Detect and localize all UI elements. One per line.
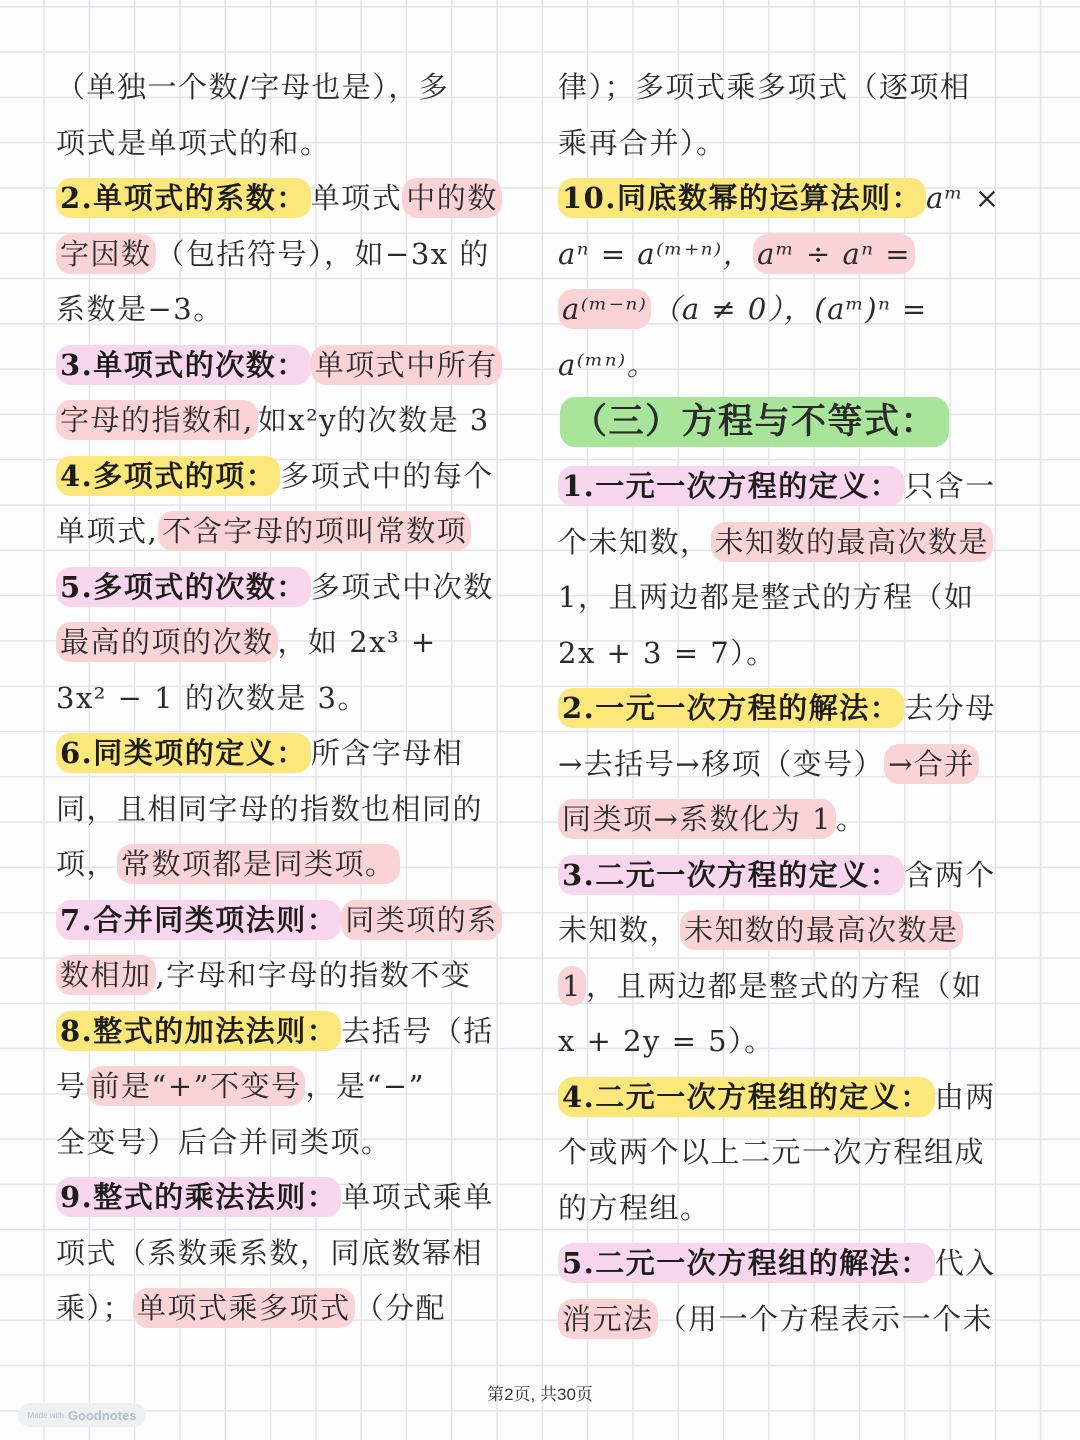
text-line [56,782,526,838]
text-span: 项式是单项式的和。 [56,125,331,160]
highlight-span: 字因数 [56,234,156,274]
text-line [558,116,1028,172]
left-column [56,60,526,1337]
text-span: 3x² − 1 的次数是 3。 [56,680,369,715]
text-line [558,737,1028,793]
text-span: （单独一个数/字母也是），多 [56,70,450,104]
text-line [558,1181,1028,1237]
highlight-span: 数相加 [56,955,156,995]
text-line [56,393,526,449]
eq-item-2-title: 2.一元一次方程的解法： [558,688,904,728]
eq-item-5 [558,1236,1028,1292]
item-2-title: 2.单项式的系数： [56,178,311,218]
item-4-title: 4.多项式的项： [56,456,280,496]
text-span: 。 [835,802,867,836]
formula-line [558,282,1028,338]
text-span: 单项式, [56,514,159,548]
text-line [56,1059,526,1115]
text-span: 所含字母相 [310,736,464,770]
text-line [558,60,1028,116]
watermark-small-text: Made with [27,1410,64,1420]
text-span: ,字母和字母的指数不变 [155,958,472,992]
item-8-title: 8.整式的加法法则： [56,1011,341,1051]
section-heading-row [558,393,1028,459]
text-span: 由两 [934,1079,996,1114]
text-line [56,227,526,283]
highlight-span: →合并 [884,744,979,784]
highlight-span: 中的数 [402,178,502,218]
text-line [558,1292,1028,1348]
text-span: 的方程组。 [558,1190,711,1225]
item-10 [558,171,1028,227]
text-line [558,959,1028,1015]
text-span: →去括号→移项（变号） [558,746,885,781]
text-span: 项， [56,847,118,881]
text-span: 去分母 [904,691,996,725]
formula-line [558,227,1028,283]
text-span: （用一个方程表示一个未 [657,1301,994,1336]
item-3-title: 3.单项式的次数： [56,345,311,385]
watermark-brand: Goodnotes [67,1407,137,1423]
highlight-span: 未知数的最高次数是 [680,910,963,950]
text-span: 代入 [934,1246,996,1280]
formula-span: aⁿ = a⁽ᵐ⁺ⁿ⁾， [558,236,754,271]
text-line [56,948,526,1004]
text-span: 2x + 3 = 7）。 [558,635,777,670]
item-10-title: 10.同底数幂的运算法则： [558,178,926,218]
highlight-span: 同类项的系 [341,900,502,940]
highlight-span: 1 [558,966,586,1006]
text-span: 单项式 [310,181,403,215]
text-line [56,116,526,172]
item-5 [56,560,526,616]
eq-item-2 [558,681,1028,737]
item-9 [56,1170,526,1226]
highlight-span: 单项式中所有 [311,345,502,385]
text-span: （分配 [354,1291,447,1325]
text-line [558,903,1028,959]
text-span: 个未知数， [558,524,711,559]
text-line [56,1281,526,1337]
text-span: 乘再合并）。 [558,125,727,160]
text-line [56,282,526,338]
highlight-span: 未知数的最高次数是 [711,522,994,562]
eq-item-1 [558,459,1028,515]
item-7 [56,893,526,949]
eq-item-4-title: 4.二元一次方程组的定义： [558,1077,935,1117]
text-span: ，且两边都是整式的方程（如 [585,968,983,1003]
eq-item-4 [558,1070,1028,1126]
text-line [56,60,526,116]
formula-line [558,338,1028,394]
text-span: 号 [56,1069,87,1103]
text-span: 含两个 [904,857,996,892]
text-span: 系数是−3。 [56,292,224,326]
text-span: 只含一 [904,469,996,503]
text-line [558,515,1028,571]
text-span: ，如 2x³ + [277,625,437,659]
text-span: 多项式中次数 [310,569,494,604]
item-3 [56,338,526,394]
item-8 [56,1004,526,1060]
highlight-span: 不含字母的项叫常数项 [158,511,471,551]
text-span: x + 2y = 5）。 [558,1024,775,1058]
text-line [558,570,1028,626]
text-span: 多项式中的每个 [280,458,494,493]
item-6-title: 6.同类项的定义： [56,733,311,773]
formula-span: a⁽ᵐⁿ⁾。 [558,347,658,382]
text-span: （包括符号），如−3x 的 [155,236,490,271]
item-7-title: 7.合并同类项法则： [56,900,341,940]
text-span: 去括号（括 [341,1013,494,1048]
item-5-title: 5.多项式的次数： [56,567,311,607]
text-line [558,626,1028,682]
highlight-span: 前是“+”不变号 [87,1066,306,1106]
text-line [558,792,1028,848]
text-span: 单项式乘单 [341,1180,494,1214]
highlight-span: 常数项都是同类项。 [117,844,400,884]
formula-span: aᵐ × [925,181,1001,215]
formula-span: （a ≠ 0），(aᵐ)ⁿ = [651,292,928,326]
right-column [558,60,1028,1347]
eq-item-3-title: 3.二元一次方程的定义： [558,855,904,895]
text-line [558,1014,1028,1070]
highlight-span: 同类项→系数化为 1 [558,799,836,839]
text-span: 同，且相同字母的指数也相同的 [56,791,484,826]
text-line [56,615,526,671]
text-line [56,837,526,893]
highlight-span: 单项式乘多项式 [133,1288,355,1328]
text-span: 如x²y的次数是 3 [257,403,490,437]
highlight-formula: a⁽ᵐ⁻ⁿ⁾ [558,289,651,329]
item-9-title: 9.整式的乘法法则： [56,1177,341,1217]
eq-item-5-title: 5.二元一次方程组的解法： [558,1243,935,1283]
text-span: 律）；多项式乘多项式（逐项相 [558,70,971,104]
eq-item-1-title: 1.一元一次方程的定义： [558,466,904,506]
text-line [558,1125,1028,1181]
highlight-span: 最高的项的次数 [56,622,278,662]
text-span: 全变号）后合并同类项。 [56,1124,392,1159]
page-number: 第2页, 共30页 [487,1385,593,1404]
text-span: 未知数， [558,913,681,947]
item-4 [56,449,526,505]
text-span: 个或两个以上二元一次方程组成 [558,1135,986,1169]
highlight-span: 字母的指数和, [56,400,258,440]
item-6 [56,726,526,782]
goodnotes-watermark [18,1403,146,1427]
text-line [56,504,526,560]
item-2 [56,171,526,227]
section-heading: （三）方程与不等式： [560,397,949,447]
highlight-formula: aᵐ ÷ aⁿ = [753,234,915,274]
text-span: 1，且两边都是整式的方程（如 [558,580,975,614]
text-line [56,1115,526,1171]
text-line [56,671,526,727]
text-line [56,1226,526,1282]
text-span: 乘）； [56,1291,134,1325]
highlight-span: 消元法 [558,1299,658,1339]
text-span: ，是“−” [305,1069,425,1103]
text-span: 项式（系数乘系数，同底数幂相 [56,1235,484,1270]
eq-item-3 [558,848,1028,904]
